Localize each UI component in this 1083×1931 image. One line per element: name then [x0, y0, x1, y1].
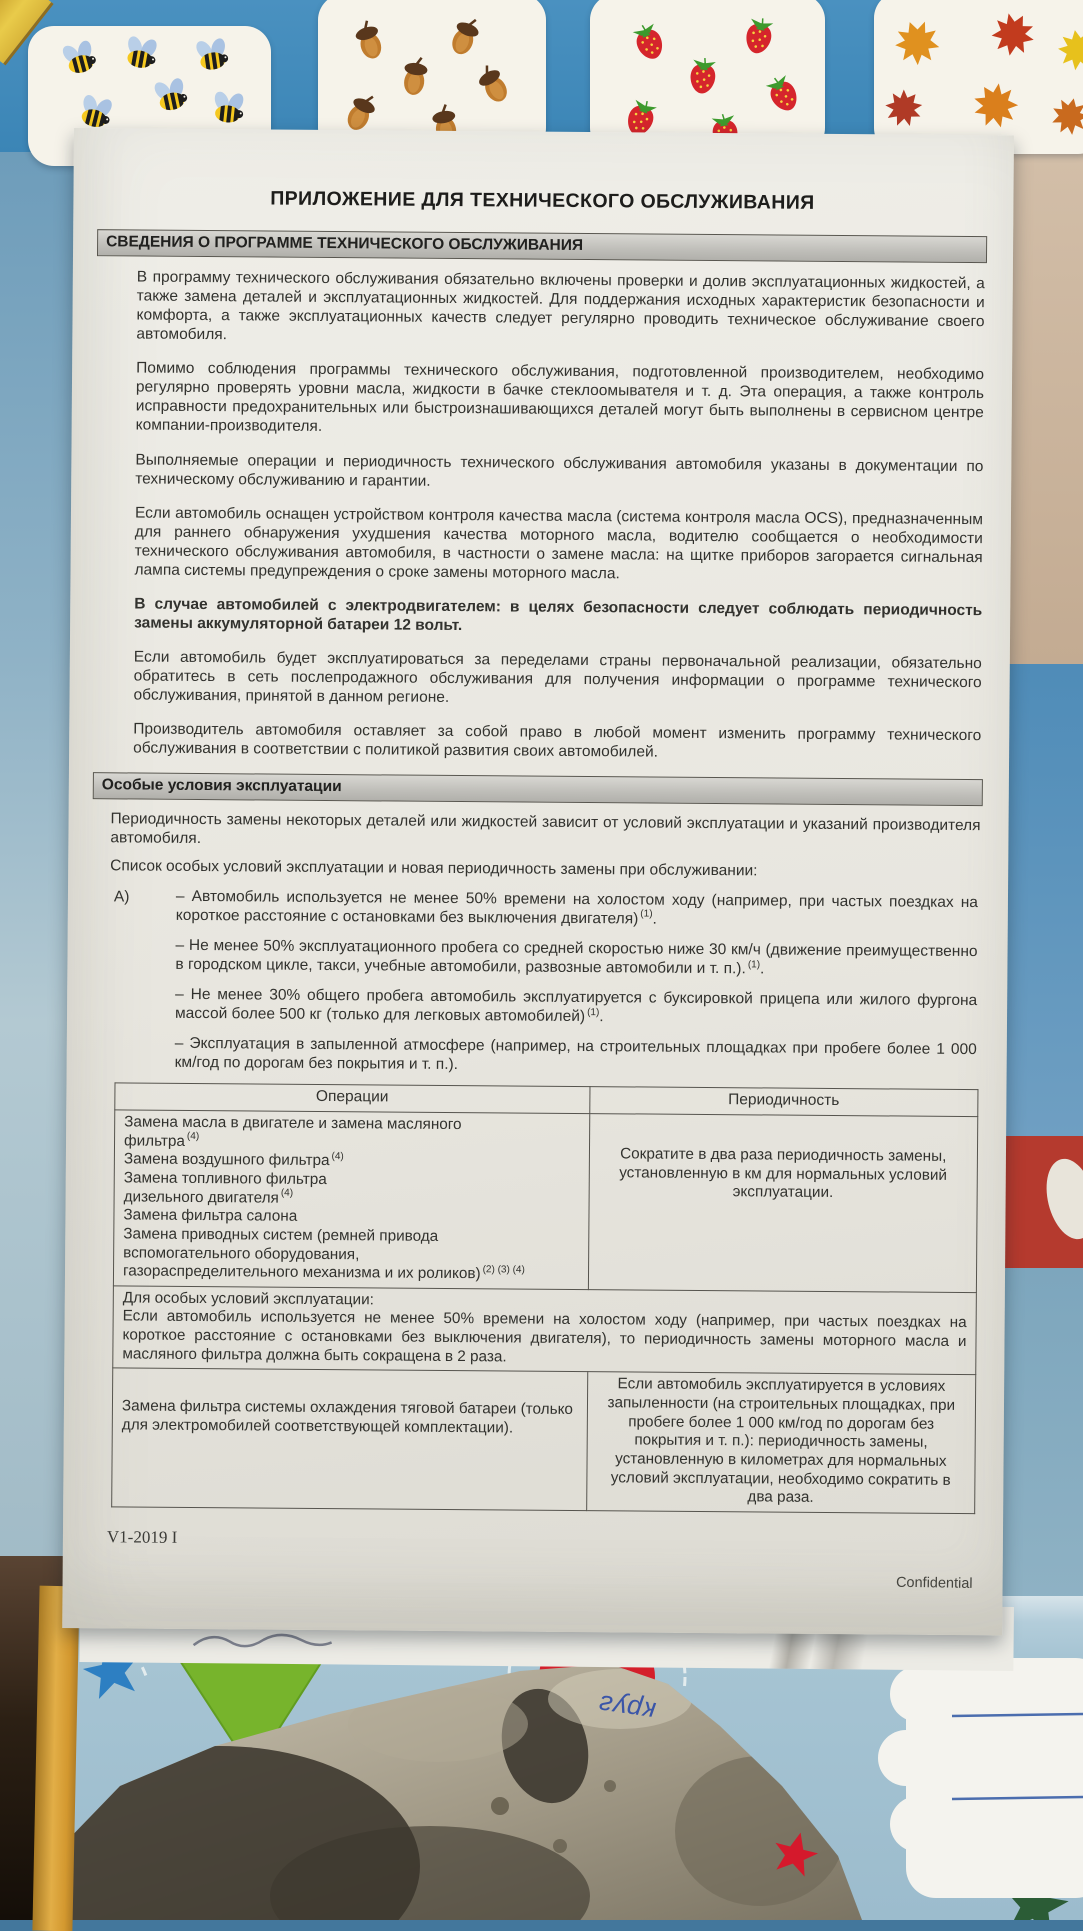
paragraph: Помимо соблюдения программы технического обслуживания, подготовленной производителем, необходимо регулярно проверять уровни масла, жидкости в бачке стеклоомывателя и т. д. Эта операция, а также контроль исправности предохранительных или быстроизнашивающихся деталей могут быть выполнены в сервисном центре компании-производителя.: [136, 359, 985, 442]
maintenance-table: [111, 1082, 978, 1514]
paragraph: Если автомобиль будет эксплуатироваться за переделами страны первоначальной реализации, обязательно обратитесь в сеть послепродажного обслуживания для получения информации о программе технического обслуживания, принятой в данном регионе.: [133, 647, 981, 711]
column-header-periodicity: Периодичность: [589, 1087, 978, 1117]
table-row: [113, 1110, 977, 1293]
paragraph: Список особых условий эксплуатации и новая периодичность замены при обслуживании:: [110, 857, 980, 883]
bee-icon: [75, 91, 117, 132]
confidential-mark: Confidential: [87, 1561, 973, 1592]
version-mark: V1-2019 I: [107, 1527, 977, 1554]
bee-icon: [121, 33, 161, 72]
note-card: [878, 1658, 1083, 1898]
board-yellow-edge: [32, 1586, 79, 1931]
strawberry-icon: [689, 57, 717, 95]
maple-leaf-icon: [985, 6, 1041, 62]
table-row: [112, 1368, 976, 1513]
conditions-list: [91, 886, 982, 1078]
paragraph: Выполняемые операции и периодичность технического обслуживания автомобиля указаны в документации по техническому обслуживанию и гарантии.: [135, 450, 983, 495]
strawberry-icon: [631, 21, 667, 63]
right-margin-board: [998, 664, 1083, 1136]
maple-leaf-icon: [879, 83, 930, 134]
footnote-marker: (4): [331, 1151, 343, 1162]
list-item: – Автомобиль используется не менее 50% времени на холостом ходу (например, при частых поездках на короткое расстояние с остановками без выключения двигателя) $^{(1)}$.: [176, 886, 978, 930]
page-title: ПРИЛОЖЕНИЕ ДЛЯ ТЕХНИЧЕСКОГО ОБСЛУЖИВАНИЯ: [97, 186, 987, 216]
acorn-icon: [401, 56, 429, 97]
maple-leaf-icon: [889, 15, 944, 70]
right-margin-board-lower: [998, 1268, 1083, 1613]
section-header-program-info: СВЕДЕНИЯ О ПРОГРАММЕ ТЕХНИЧЕСКОГО ОБСЛУЖИВАНИЯ: [97, 229, 987, 263]
bee-icon: [150, 74, 191, 114]
list-item: – Эксплуатация в запыленной атмосфере (например, на строительных площадках при пробеге более 1 000 км/год по дорогам без покрытия и т. п.).: [175, 1034, 977, 1078]
footnote-marker: (2) (3) (4): [483, 1264, 525, 1275]
list-item: – Не менее 30% общего пробега автомобиль эксплуатируется с буксировкой прицепа или жилого фургона массой более 500 кг (только для легковых автомобилей) $^{(1)}$.: [175, 985, 977, 1029]
paragraph-ev-warning: В случае автомобилей с электродвигателем: в целях безопасности следует соблюдать периодичность замены аккумуляторной батареи 12 вольт.: [134, 594, 982, 639]
paragraph: Если автомобиль оснащен устройством контроля качества масла (система контроля масла OCS), предназначенным для раннего обнаружения ухудшения качества моторного масла, водителю сообщается о необходимости технического обслуживания автомобиля, в частности о замене масла: на щитке приборов загорается сигнальная лампа системы предупреждения о сроке замены моторного масла.: [134, 503, 983, 586]
footnote-marker: (1): [587, 1007, 599, 1018]
strawberry-icon: [764, 72, 802, 115]
bee-icon: [58, 37, 100, 79]
footnote-marker: (4): [187, 1131, 199, 1142]
right-margin-red-piece: [1000, 1136, 1083, 1268]
strawberries-card: [590, 0, 825, 154]
handwriting-label: круг: [596, 1688, 657, 1727]
operations-cell: Замена масла в двигателе и замена масляного фильтра $^{(4)}$ Замена воздушного фильтра $^{(4)}$ Замена топливного фильтра дизельного двигателя $^{(4)}$ Замена фильтра салона Замена приводных систем (ремней привода вспомогательного оборудования, газораспределительного механизма и их роликов) $^{(2) (3) (4)}$: [113, 1110, 589, 1290]
maple-leaves-card: [874, 0, 1083, 154]
maple-leaf-icon: [1055, 27, 1083, 73]
pen-scribble: [194, 1634, 332, 1647]
special-conditions-cell: Для особых условий эксплуатации: Если автомобиль используется не менее 50% времени на холостом ходу (например, при частых поездках на короткое расстояние с остановками без выключения двигателя), то периодичность замены моторного масла и масляного фильтра должна быть сокращена в 2 раза.: [113, 1286, 977, 1375]
footnote-marker: (4): [281, 1188, 293, 1199]
section-header-special-conditions: Особые условия эксплуатации: [93, 772, 983, 806]
maple-leaf-icon: [1049, 95, 1083, 138]
periodicity-cell: Сократите в два раза периодичность замены, установленную в км для нормальных условий эксплуатации.: [588, 1113, 978, 1292]
maple-leaf-icon: [966, 76, 1026, 136]
strawberry-icon: [743, 16, 775, 56]
periodicity-cell: Если автомобиль эксплуатируется в условиях запыленности (на строительных площадках, при пробеге более 1 000 км/год по дорогам без покрытия и т. п.): периодичность замены, установленную в километрах для нормальных условий эксплуатации, необходимо сократить в два раза.: [586, 1372, 975, 1514]
paragraph: Периодичность замены некоторых деталей или жидкостей зависит от условий эксплуатации и указаний производителя автомобиля.: [110, 810, 980, 855]
white-blob: [1039, 1154, 1083, 1245]
paragraph: Производитель автомобиля оставляет за собой право в любой момент изменить программу технического обслуживания в соответствии с политикой развития своих автомобилей.: [133, 720, 981, 765]
footnote-marker: (1): [748, 959, 760, 970]
bee-icon: [192, 35, 231, 73]
list-label: А): [114, 888, 130, 906]
bee-icon: [209, 88, 247, 125]
document-page: [62, 128, 1014, 1635]
operations-cell: Замена фильтра системы охлаждения тяговой батареи (только для электромобилей соответствующей комплектации).: [112, 1368, 588, 1510]
paragraph: В программу технического обслуживания обязательно включены проверки и долив эксплуатационных жидкостей, а также замена деталей и эксплуатационных жидкостей. Для поддержания исходных характеристик безопасности и комфорта, а также эксплуатационных качеств следует регулярно проводить техническое обслуживание своего автомобиля.: [136, 267, 985, 350]
list-item: – Не менее 50% эксплуатационного пробега со средней скоростью ниже 30 км/ч (движение преимущественно в городском цикле, такси, учебные автомобили, развозные автомобили и т. п.). $^{(1)}$.: [175, 935, 977, 979]
acorn-icon: [474, 62, 513, 106]
stone-photo: [20, 1664, 862, 1920]
acorn-icon: [352, 18, 386, 61]
column-header-operations: Операции: [115, 1083, 590, 1114]
footnote-marker: (1): [640, 909, 652, 920]
acorn-icon: [342, 90, 379, 134]
table-row: [113, 1286, 977, 1375]
acorn-icon: [447, 14, 483, 58]
